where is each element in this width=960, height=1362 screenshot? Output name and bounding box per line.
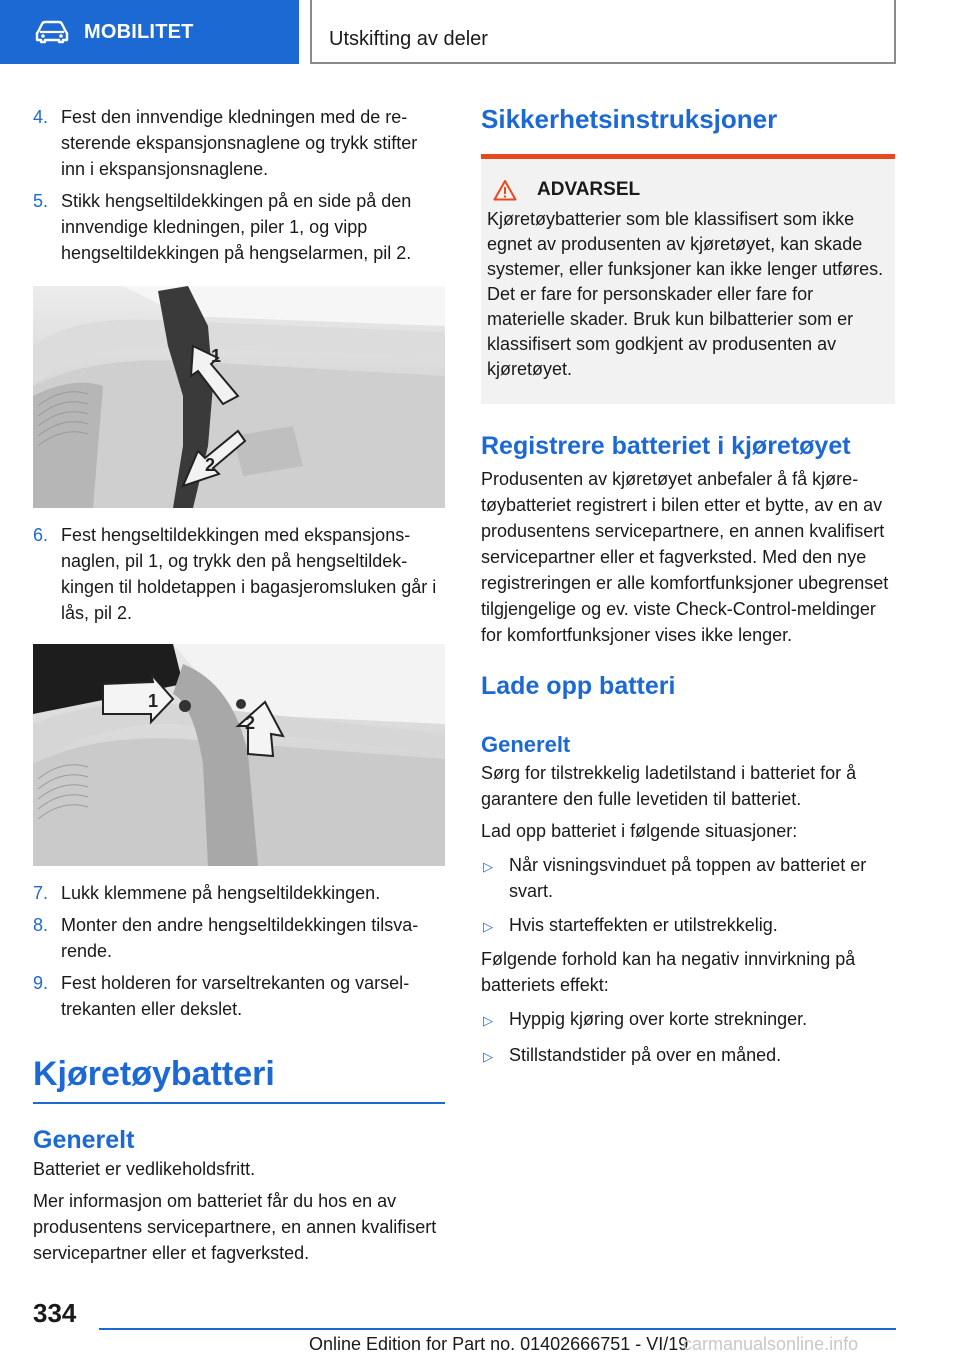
paragraph: Mer informasjon om batteriet får du hos en av produsentens servicepartnere, en annen kvalifisert servicepartner eller et fagverksted. xyxy=(33,1191,437,1263)
left-column xyxy=(33,104,445,1272)
heading-vehicle-battery: Kjøretøybatteri xyxy=(33,1052,445,1104)
car-icon xyxy=(34,20,70,44)
bullet-triangle-icon: ▷ xyxy=(483,1013,493,1028)
bullet-text: Stillstandstider på over en måned. xyxy=(509,1045,782,1065)
bullet-list xyxy=(481,852,895,940)
figure1-label-1: 1 xyxy=(211,346,222,366)
paragraph: Batteriet er vedlikeholdsfritt. xyxy=(33,1159,256,1179)
bullet-triangle-icon: ▷ xyxy=(483,859,493,874)
step-number: 5. xyxy=(33,191,49,211)
step-number: 9. xyxy=(33,973,49,993)
step-item xyxy=(33,522,445,626)
step-list xyxy=(33,522,445,626)
bullet-text: Når visningsvinduet på toppen av batteriet er svart. xyxy=(509,855,867,901)
heading-charge-battery: Lade opp batteri xyxy=(481,672,676,700)
paragraph: Følgende forhold kan ha negativ innvirkning på batteriets effekt: xyxy=(481,949,856,995)
warning-title: ADVARSEL xyxy=(537,179,641,200)
step-number: 7. xyxy=(33,883,49,903)
step-number: 4. xyxy=(33,107,49,127)
step-number: 6. xyxy=(33,525,49,545)
subheading-general: Generelt xyxy=(481,732,571,757)
heading-register-battery: Registrere batteriet i kjøretøyet xyxy=(481,432,851,460)
figure2-label-1: 1 xyxy=(148,691,159,711)
bullet-item xyxy=(481,1042,895,1070)
step-text: Lukk klemmene på hengseltildekkingen. xyxy=(61,883,381,903)
step-text: Fest den innvendige kledningen med de resterende ekspansjonsnaglene og trykk stifter inn i ekspansjonsnaglene. xyxy=(61,107,418,179)
step-text: Fest holderen for varseltrekanten og varseltrekanten eller dekslet. xyxy=(61,973,410,1019)
figure-hinge-cover-1 xyxy=(33,286,445,508)
warning-box xyxy=(481,154,895,404)
page-number: 334 xyxy=(33,1298,77,1328)
step-text: Monter den andre hengseltildekkingen tilsvarende. xyxy=(61,915,419,961)
paragraph: Produsenten av kjøretøyet anbefaler å få kjøretøybatteriet registrert i bilen etter et bytte, av en av produsentens servicepartnere, en annen kvalifisert servicepartner eller et fagverksted. Med den nye registreringen er alle komfortfunksjoner ubegrenset tilgjengelige og ev. viste Check-Control-meldinger for komfortfunksjoner vises ikke lenger. xyxy=(481,469,889,645)
step-number: 8. xyxy=(33,915,49,935)
step-list xyxy=(33,880,445,1022)
figure2-label-2: 2 xyxy=(245,713,256,733)
bullet-item xyxy=(481,852,895,904)
step-text: Stikk hengseltildekkingen på en side på den innvendige kledningen, piler 1, og vipp hengseltildekkingen på hengselarmen, pil 2. xyxy=(61,191,412,263)
step-item xyxy=(33,880,445,906)
chapter-title: Utskifting av deler xyxy=(310,0,896,64)
step-item xyxy=(33,188,445,266)
step-item xyxy=(33,104,445,182)
step-list xyxy=(33,104,445,266)
figure1-label-2: 2 xyxy=(205,455,216,475)
footer-divider xyxy=(99,1328,896,1330)
paragraph: Sørg for tilstrekkelig ladetilstand i batteriet for å garantere den fulle levetiden til batteriet. xyxy=(481,763,857,809)
bullet-triangle-icon: ▷ xyxy=(483,1049,493,1064)
figure-hinge-cover-2 xyxy=(33,644,445,866)
section-tab xyxy=(0,0,299,64)
watermark: carmanualsonline.info xyxy=(683,1334,859,1354)
warning-header xyxy=(487,179,887,201)
bullet-triangle-icon: ▷ xyxy=(483,919,493,934)
subheading-general: Generelt xyxy=(33,1126,135,1154)
bullet-text: Hyppig kjøring over korte strekninger. xyxy=(509,1009,808,1029)
step-text: Fest hengseltildekkingen med ekspansjonsnaglen, pil 1, og trykk den på hengseltildekkingen til holdetappen i bagasjeromsluken går i lås, pil 2. xyxy=(61,525,437,623)
section-tab-label: MOBILITET xyxy=(84,20,194,43)
heading-safety: Sikkerhetsinstruksjoner xyxy=(481,104,778,134)
bullet-item xyxy=(481,912,895,940)
paragraph: Lad opp batteriet i følgende situasjoner: xyxy=(481,821,798,841)
right-column xyxy=(481,100,895,1076)
warning-triangle-icon xyxy=(493,179,517,201)
bullet-item xyxy=(481,1006,895,1034)
bullet-list xyxy=(481,1006,895,1070)
edition-note: Online Edition for Part no. 01402666751 - VI/19 xyxy=(309,1334,689,1354)
step-item xyxy=(33,970,445,1022)
bullet-text: Hvis starteffekten er utilstrekkelig. xyxy=(509,915,778,935)
warning-text: Kjøretøybatterier som ble klassifisert som ikke egnet av produsenten av kjøretøyet, kan skade systemer, eller funksjoner kan ikke lenger utføres. Det er fare for personskader eller fare for materielle skader. Bruk kun bilbatterier som er klassifisert som godkjent av produsenten av kjøretøyet. xyxy=(487,209,884,379)
step-item xyxy=(33,912,445,964)
